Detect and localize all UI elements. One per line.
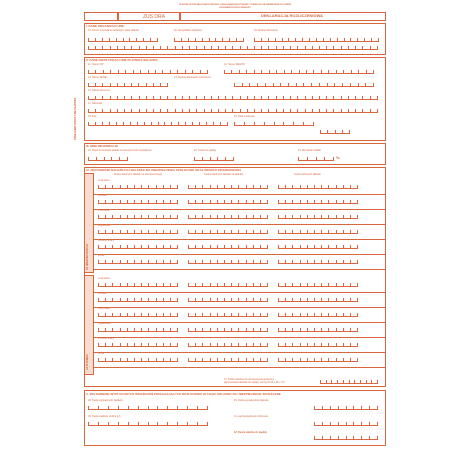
- field-13-label: 13. Numer PESEL: [88, 76, 108, 79]
- col-1-header: Kwota należnych składek za ubezpieczonego: [114, 173, 163, 176]
- table-cell-input[interactable]: [188, 358, 268, 362]
- table-cell-input[interactable]: [98, 245, 178, 249]
- form-header: [84, 4, 386, 9]
- table-cell-input[interactable]: [278, 343, 358, 347]
- form-code: ZUS DRA: [143, 14, 165, 20]
- table-cell-input[interactable]: [188, 343, 268, 347]
- table-row-divider: [94, 352, 386, 353]
- field-01-label: 01. Termin przesyłania deklaracji i wpłat składek: [88, 29, 139, 32]
- section-2-title: II. DANE IDENTYFIKACYJNE PŁATNIKA SKŁADEK: [86, 58, 158, 62]
- table-row-label: wypadkowe: [98, 322, 111, 325]
- percent-sign: %: [336, 155, 340, 160]
- field-17-label: 17. Nazwisko: [88, 102, 103, 105]
- table-cell-input[interactable]: [188, 283, 268, 287]
- field-19-label: 19. Data urodzenia: [234, 115, 255, 118]
- group-1-label: ZA UBEZPIECZONYCH: [86, 244, 89, 270]
- field-11-input[interactable]: [88, 70, 208, 74]
- section-4-title: IV. ZESTAWIENIE NALEŻNYCH SKŁADEK NA UBEZPIECZENIA SPOŁECZNE ORAZ ŹRÓDŁO FINANSOWANIA: [86, 168, 242, 172]
- table-row-divider: [94, 239, 386, 240]
- field-18-input[interactable]: [88, 122, 228, 126]
- table-row-divider: [94, 269, 386, 270]
- table-cell-input[interactable]: [98, 328, 178, 332]
- field-02-label: 02. Identyfikator deklaracji: [174, 29, 202, 32]
- table-cell-input[interactable]: [278, 358, 358, 362]
- sum-label-2: (łączna kwota składek do zapłaty, suma pól 25 + 26 + 27): [224, 381, 285, 384]
- header-line-2: DOKUMENT ROZLICZENIOWY: [219, 6, 251, 9]
- sum-input[interactable]: [320, 380, 378, 384]
- field-21-label: 21. Stopa procentowa składki na ubezpieczenie wypadkowe: [88, 149, 152, 152]
- field-12-input[interactable]: [224, 70, 374, 74]
- table-row-label: FGŚP: [98, 352, 105, 355]
- col-2-header: Kwota należnych składek za płatnika: [204, 173, 243, 176]
- field-v-c-input[interactable]: [88, 422, 208, 426]
- table-row-label: emerytalne: [98, 277, 110, 280]
- field-v-b-label: 29. Kwota wynagrodzeń płatnika: [234, 399, 269, 402]
- zus-dra-form: [74, 4, 386, 448]
- table-row-label: rentowe: [98, 292, 107, 295]
- form-title: DEKLARACJA ROZLICZENIOWA: [261, 13, 324, 18]
- table-row-label: emerytalne: [98, 179, 110, 182]
- table-row-label: rentowe: [98, 194, 107, 197]
- table-row-label: Fundusz Pracy: [98, 337, 114, 340]
- side-label: DANE IDENTYFIKACYJNE PŁATNIKA: [74, 97, 77, 140]
- table-cell-input[interactable]: [98, 200, 178, 204]
- table-cell-input[interactable]: [278, 283, 358, 287]
- field-v-a-label: 28. Kwota wypłaconych zasiłków: [88, 399, 123, 402]
- table-cell-input[interactable]: [188, 230, 268, 234]
- table-cell-input[interactable]: [188, 200, 268, 204]
- section-5-title: V. ZESTAWIENIE WYPŁACONYCH ŚWIADCZEŃ PODLEGAJĄCYCH ROZLICZENIU W CIĄGU SKŁADEK NA UBEZPIECZENIA SPOŁECZNE: [86, 392, 281, 396]
- field-03-label: 03. Rodzaj dokumentu: [254, 29, 278, 32]
- table-row-divider: [94, 337, 386, 338]
- section-3: [84, 143, 386, 165]
- table-cell-input[interactable]: [188, 260, 268, 264]
- field-15-input[interactable]: [234, 83, 374, 87]
- header-line-1: PŁATNIK WYPEŁNIA KOMPUTEROWO, DRUKOWANYMI LITERAMI, CZARNYM LUB NIEBIESKIM KOLOREM: [179, 4, 291, 6]
- table-row-label: Fundusz Pracy: [98, 239, 114, 242]
- field-22-label: 22. Kwota do zapłaty: [194, 149, 217, 152]
- field-14-label: 14. Rodzaj dokumentu tożsamości: [174, 76, 211, 79]
- table-cell-input[interactable]: [278, 313, 358, 317]
- table-cell-input[interactable]: [278, 230, 358, 234]
- sum-label-1: 37. Kwota należna za ubezpieczenia społeczne: [224, 378, 275, 381]
- table-cell-input[interactable]: [188, 298, 268, 302]
- field-02-input[interactable]: [174, 38, 244, 42]
- table-row-divider: [94, 292, 386, 293]
- table-row-label: chorobowe: [98, 209, 110, 212]
- field-v-d-label: 31. Łączna kwota do rozliczenia: [234, 415, 268, 418]
- title-box: [180, 12, 386, 21]
- table-cell-input[interactable]: [278, 260, 358, 264]
- table-cell-input[interactable]: [98, 215, 178, 219]
- field-v-a-input[interactable]: [88, 406, 208, 410]
- table-row-divider: [94, 209, 386, 210]
- field-19-input[interactable]: [234, 122, 314, 126]
- table-cell-input[interactable]: [278, 298, 358, 302]
- table-cell-input[interactable]: [98, 260, 178, 264]
- table-cell-input[interactable]: [98, 230, 178, 234]
- table-cell-input[interactable]: [188, 328, 268, 332]
- field-v-e-label: 32. Kwota należna do zapłaty: [234, 431, 267, 434]
- field-01-input[interactable]: [88, 38, 158, 42]
- section-1-title: I. DANE ORGANIZACYJNE: [86, 24, 124, 28]
- field-22-input[interactable]: [194, 157, 234, 161]
- group-2-label: ZA PŁATNIKA: [86, 354, 89, 370]
- table-cell-input[interactable]: [278, 328, 358, 332]
- field-13-input[interactable]: [88, 83, 168, 87]
- field-21-input[interactable]: [88, 157, 128, 161]
- field-16-label: 16. Nazwa skrócona: [88, 89, 110, 92]
- table-row-label: chorobowe: [98, 307, 110, 310]
- col-3-header: Kwota należnych składek: [294, 173, 321, 176]
- field-23-input[interactable]: [298, 157, 334, 161]
- field-12-label: 12. Numer REGON: [224, 63, 245, 66]
- table-row-label: wypadkowe: [98, 224, 111, 227]
- table-cell-input[interactable]: [98, 358, 178, 362]
- field-03-input[interactable]: [254, 38, 379, 42]
- logo-box: [84, 12, 118, 21]
- table-row-divider: [94, 224, 386, 225]
- table-cell-input[interactable]: [188, 185, 268, 189]
- table-cell-input[interactable]: [278, 215, 358, 219]
- field-18-label: 18. Imię: [88, 115, 97, 118]
- table-cell-input[interactable]: [98, 313, 178, 317]
- field-v-b-input[interactable]: [314, 406, 378, 410]
- field-v-d-input[interactable]: [314, 422, 378, 426]
- table-cell-input[interactable]: [98, 185, 178, 189]
- field-04-input[interactable]: [88, 46, 378, 50]
- table-cell-input[interactable]: [98, 283, 178, 287]
- table-cell-input[interactable]: [278, 200, 358, 204]
- field-23-label: 23. Wysokość składki: [298, 149, 321, 152]
- table-row-divider: [94, 254, 386, 255]
- code-box: [118, 12, 180, 21]
- field-20-input[interactable]: [320, 130, 350, 134]
- table-cell-input[interactable]: [98, 343, 178, 347]
- table-cell-input[interactable]: [188, 215, 268, 219]
- field-11-label: 11. Numer NIP: [88, 63, 104, 66]
- field-v-e-input[interactable]: [314, 436, 378, 440]
- field-16-input[interactable]: [88, 96, 378, 100]
- section-3-title: III. INNE INFORMACJE: [86, 144, 119, 148]
- table-cell-input[interactable]: [98, 298, 178, 302]
- table-row-divider: [94, 194, 386, 195]
- field-v-c-label: 30. Kwota zasiłków rodzinnych: [88, 415, 121, 418]
- table-cell-input[interactable]: [188, 313, 268, 317]
- table-cell-input[interactable]: [188, 245, 268, 249]
- table-cell-input[interactable]: [278, 245, 358, 249]
- table-row-divider: [94, 367, 386, 368]
- table-cell-input[interactable]: [278, 185, 358, 189]
- table-row-divider: [94, 307, 386, 308]
- field-17-input[interactable]: [88, 109, 378, 113]
- table-row-label: FGŚP: [98, 254, 105, 257]
- table-row-divider: [94, 322, 386, 323]
